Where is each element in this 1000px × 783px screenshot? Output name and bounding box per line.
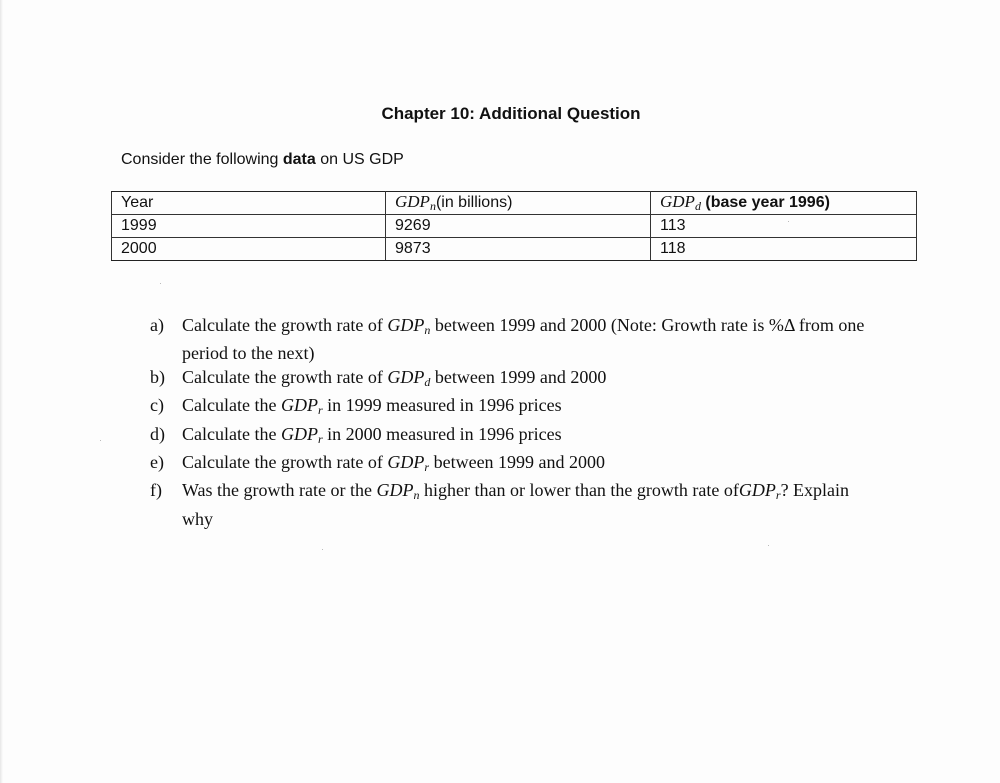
question-label: c): [150, 395, 164, 416]
gdpd-var: $GDP_d$: [660, 192, 701, 213]
scan-speck: [788, 221, 789, 222]
question-label: a): [150, 315, 164, 335]
cell-gdpn: 9269: [386, 215, 651, 238]
table-row: [112, 215, 917, 238]
scan-speck: [322, 549, 323, 550]
question-text: Calculate the growth rate of $GDP_r$ between 1999 and 2000: [182, 452, 606, 475]
question-text: Calculate the growth rate of $GDP_n$ between 1999 and 2000 (Note: Growth rate is %Δ from one period to the next): [182, 315, 865, 364]
question-text: Was the growth rate or the $GDP_n$ higher than or lower than the growth rate ofGDP$_r$? Explain why: [182, 480, 850, 529]
header-gdpn: $GDP_n(in$ billions): [386, 192, 651, 215]
math-variable: $GDP_n$: [376, 480, 420, 503]
cell-year: 1999: [112, 215, 386, 238]
question-item: [150, 366, 882, 394]
math-variable: $GDP_r$: [387, 452, 430, 475]
gdp-table: [111, 191, 917, 261]
math-variable: $GDP_r$: [280, 395, 323, 418]
cell-gdpn: 9873: [386, 238, 651, 261]
cell-year: 2000: [112, 238, 386, 261]
question-list: [150, 314, 882, 531]
table-header-row: [112, 192, 917, 215]
scan-speck: [160, 283, 161, 284]
question-item: [150, 451, 882, 479]
math-variable: $GDP_r$: [280, 423, 323, 446]
question-text: Calculate the $GDP_r$ in 1999 measured in 1996 prices: [182, 395, 562, 418]
question-item: [150, 394, 882, 422]
question-label: e): [150, 452, 164, 473]
cell-gdpd: 113: [651, 215, 917, 238]
cell-gdpd: 118: [651, 238, 917, 261]
intro-post: on US GDP: [315, 151, 404, 168]
question-item: [150, 479, 882, 531]
scan-speck: [768, 545, 769, 546]
page-title: Chapter 10: Additional Question: [381, 104, 641, 123]
question-item: [150, 314, 882, 366]
intro-text: [121, 151, 404, 169]
header-year: Year: [112, 192, 386, 215]
header-gdpd: $GDP_d$ (base year 1996): [651, 192, 917, 215]
question-label: f): [150, 480, 162, 501]
question-text: Calculate the growth rate of $GDP_d$ between 1999 and 2000: [182, 366, 607, 389]
scan-speck: [100, 440, 101, 441]
intro-bold: data: [282, 151, 316, 168]
gdpn-var: $GDP_n$: [395, 192, 436, 213]
question-label: b): [150, 366, 165, 387]
math-variable: $GDP_r$: [738, 480, 781, 503]
math-variable: $GDP_n$: [387, 315, 431, 337]
question-text: Calculate the $GDP_r$ in 2000 measured in 1996 prices: [182, 423, 562, 446]
question-label: d): [150, 423, 165, 444]
intro-pre: Consider the following: [121, 151, 283, 168]
table-row: [112, 238, 917, 261]
question-item: [150, 423, 882, 451]
math-variable: $GDP_d$: [387, 366, 431, 389]
